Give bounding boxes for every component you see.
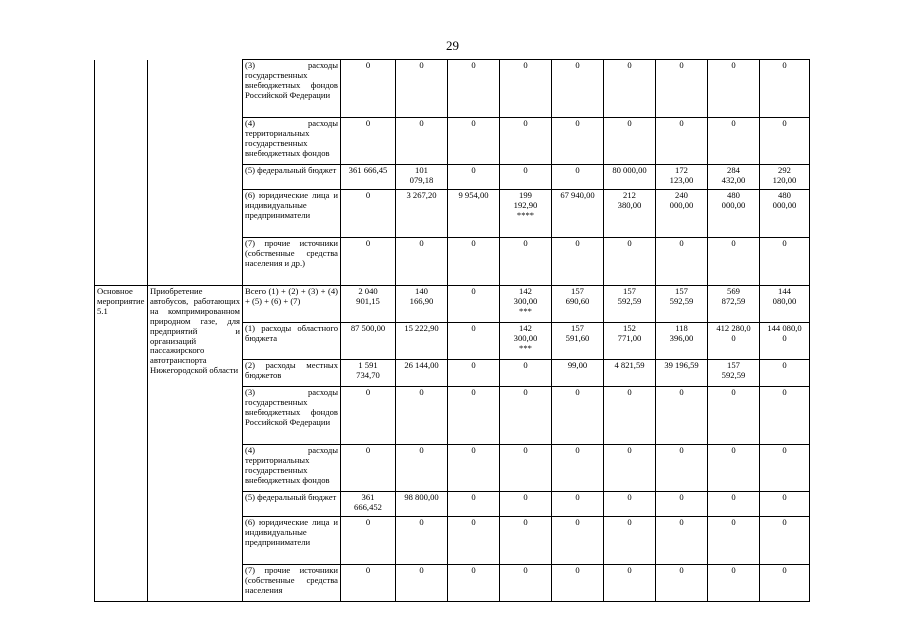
empty-description-cell <box>148 190 243 238</box>
value-cell: 3 267,20 <box>396 190 448 238</box>
value-cell: 0 <box>396 565 448 602</box>
value-cell: 0 <box>341 60 396 118</box>
value-cell: 0 <box>341 238 396 286</box>
value-cell: 0 <box>760 118 810 165</box>
value-cell: 0 <box>396 60 448 118</box>
value-cell: 0 <box>604 565 656 602</box>
value-cell: 142 300,00 *** <box>500 286 552 323</box>
table-row <box>95 165 810 190</box>
value-cell: 0 <box>604 445 656 492</box>
value-cell: 0 <box>448 360 500 387</box>
value-cell: 0 <box>604 60 656 118</box>
source-label: (2) расходы местных бюджетов <box>243 360 341 387</box>
value-cell: 0 <box>552 60 604 118</box>
value-cell: 0 <box>448 118 500 165</box>
value-cell: 0 <box>341 387 396 445</box>
value-cell: 87 500,00 <box>341 323 396 360</box>
value-cell: 0 <box>341 445 396 492</box>
value-cell: 0 <box>708 517 760 565</box>
value-cell: 157 591,60 <box>552 323 604 360</box>
empty-description-cell <box>148 238 243 286</box>
value-cell: 0 <box>656 565 708 602</box>
source-label: Всего (1) + (2) + (3) + (4) + (5) + (6) + (7) <box>243 286 341 323</box>
empty-category-cell <box>95 118 148 165</box>
value-cell: 0 <box>552 492 604 517</box>
budget-table <box>94 59 810 602</box>
value-cell: 412 280,0 0 <box>708 323 760 360</box>
value-cell: 26 144,00 <box>396 360 448 387</box>
value-cell: 98 800,00 <box>396 492 448 517</box>
value-cell: 157 592,59 <box>656 286 708 323</box>
value-cell: 0 <box>552 565 604 602</box>
value-cell: 0 <box>656 118 708 165</box>
value-cell: 2 040 901,15 <box>341 286 396 323</box>
activity-category: Основное мероприятие 5.1 <box>95 286 148 602</box>
table-row <box>95 190 810 238</box>
value-cell: 118 396,00 <box>656 323 708 360</box>
value-cell: 0 <box>656 387 708 445</box>
value-cell: 0 <box>341 565 396 602</box>
value-cell: 9 954,00 <box>448 190 500 238</box>
value-cell: 0 <box>656 60 708 118</box>
value-cell: 0 <box>656 492 708 517</box>
value-cell: 157 592,59 <box>604 286 656 323</box>
value-cell: 0 <box>760 492 810 517</box>
value-cell: 240 000,00 <box>656 190 708 238</box>
value-cell: 0 <box>708 60 760 118</box>
value-cell: 0 <box>552 118 604 165</box>
value-cell: 140 166,90 <box>396 286 448 323</box>
value-cell: 0 <box>500 60 552 118</box>
value-cell: 0 <box>604 238 656 286</box>
value-cell: 361 666,452 <box>341 492 396 517</box>
value-cell: 0 <box>708 565 760 602</box>
source-label: (7) прочие источники (собственные средства населения <box>243 565 341 602</box>
value-cell: 39 196,59 <box>656 360 708 387</box>
value-cell: 199 192,90 **** <box>500 190 552 238</box>
value-cell: 0 <box>500 387 552 445</box>
value-cell: 157 592,59 <box>708 360 760 387</box>
value-cell: 0 <box>500 565 552 602</box>
value-cell: 0 <box>552 165 604 190</box>
value-cell: 0 <box>760 387 810 445</box>
value-cell: 212 380,00 <box>604 190 656 238</box>
value-cell: 0 <box>448 165 500 190</box>
value-cell: 0 <box>341 118 396 165</box>
empty-description-cell <box>148 60 243 118</box>
value-cell: 0 <box>448 492 500 517</box>
source-label: (7) прочие источники (собственные средства населения и др.) <box>243 238 341 286</box>
value-cell: 0 <box>656 445 708 492</box>
empty-category-cell <box>95 190 148 238</box>
table-row <box>95 60 810 118</box>
empty-category-cell <box>95 60 148 118</box>
value-cell: 0 <box>604 118 656 165</box>
value-cell: 480 000,00 <box>760 190 810 238</box>
source-label: (6) юридические лица и индивидуальные предприниматели <box>243 190 341 238</box>
value-cell: 0 <box>708 387 760 445</box>
value-cell: 0 <box>604 517 656 565</box>
value-cell: 0 <box>760 60 810 118</box>
value-cell: 0 <box>604 387 656 445</box>
value-cell: 361 666,45 <box>341 165 396 190</box>
value-cell: 0 <box>448 286 500 323</box>
empty-category-cell <box>95 238 148 286</box>
source-label: (4) расходы территориальных государственных внебюджетных фондов <box>243 445 341 492</box>
value-cell: 4 821,59 <box>604 360 656 387</box>
value-cell: 99,00 <box>552 360 604 387</box>
value-cell: 0 <box>708 118 760 165</box>
value-cell: 0 <box>760 445 810 492</box>
value-cell: 101 079,18 <box>396 165 448 190</box>
value-cell: 0 <box>448 323 500 360</box>
value-cell: 0 <box>448 517 500 565</box>
value-cell: 0 <box>760 517 810 565</box>
value-cell: 0 <box>500 360 552 387</box>
value-cell: 480 000,00 <box>708 190 760 238</box>
source-label: (1) расходы областного бюджета <box>243 323 341 360</box>
value-cell: 0 <box>448 60 500 118</box>
value-cell: 144 080,00 <box>760 286 810 323</box>
source-label: (6) юридические лица и индивидуальные предприниматели <box>243 517 341 565</box>
value-cell: 0 <box>656 238 708 286</box>
value-cell: 0 <box>341 517 396 565</box>
value-cell: 172 123,00 <box>656 165 708 190</box>
value-cell: 0 <box>760 238 810 286</box>
empty-description-cell <box>148 165 243 190</box>
value-cell: 0 <box>500 517 552 565</box>
value-cell: 0 <box>760 360 810 387</box>
source-label: (4) расходы территориальных государственных внебюджетных фондов <box>243 118 341 165</box>
value-cell: 1 591 734,70 <box>341 360 396 387</box>
value-cell: 0 <box>552 517 604 565</box>
activity-description: Приобретение автобусов, работающих на компримированном природном газе, для предприятий и организаций пассажирского автотранспорта Нижегородской области <box>148 286 243 602</box>
value-cell: 0 <box>341 190 396 238</box>
source-label: (5) федеральный бюджет <box>243 165 341 190</box>
source-label: (5) федеральный бюджет <box>243 492 341 517</box>
value-cell: 0 <box>448 445 500 492</box>
value-cell: 0 <box>396 387 448 445</box>
value-cell: 0 <box>448 565 500 602</box>
value-cell: 0 <box>500 492 552 517</box>
value-cell: 0 <box>500 238 552 286</box>
value-cell: 0 <box>760 565 810 602</box>
value-cell: 15 222,90 <box>396 323 448 360</box>
value-cell: 80 000,00 <box>604 165 656 190</box>
table-row <box>95 238 810 286</box>
value-cell: 0 <box>708 238 760 286</box>
value-cell: 0 <box>396 118 448 165</box>
value-cell: 0 <box>552 387 604 445</box>
value-cell: 152 771,00 <box>604 323 656 360</box>
value-cell: 0 <box>448 238 500 286</box>
empty-description-cell <box>148 118 243 165</box>
value-cell: 144 080,0 0 <box>760 323 810 360</box>
value-cell: 0 <box>500 118 552 165</box>
table-row <box>95 286 810 323</box>
table-row <box>95 118 810 165</box>
value-cell: 0 <box>708 492 760 517</box>
source-label: (3) расходы государственных внебюджетных фондов Российской Федерации <box>243 387 341 445</box>
value-cell: 0 <box>552 445 604 492</box>
value-cell: 0 <box>500 445 552 492</box>
value-cell: 569 872,59 <box>708 286 760 323</box>
source-label: (3) расходы государственных внебюджетных фондов Российской Федерации <box>243 60 341 118</box>
value-cell: 0 <box>500 165 552 190</box>
value-cell: 0 <box>656 517 708 565</box>
value-cell: 0 <box>604 492 656 517</box>
empty-category-cell <box>95 165 148 190</box>
value-cell: 0 <box>396 238 448 286</box>
value-cell: 0 <box>708 445 760 492</box>
value-cell: 0 <box>396 517 448 565</box>
value-cell: 142 300,00 *** <box>500 323 552 360</box>
value-cell: 284 432,00 <box>708 165 760 190</box>
value-cell: 157 690,60 <box>552 286 604 323</box>
value-cell: 0 <box>448 387 500 445</box>
value-cell: 292 120,00 <box>760 165 810 190</box>
value-cell: 0 <box>552 238 604 286</box>
value-cell: 67 940,00 <box>552 190 604 238</box>
page-number: 29 <box>446 38 459 53</box>
value-cell: 0 <box>396 445 448 492</box>
